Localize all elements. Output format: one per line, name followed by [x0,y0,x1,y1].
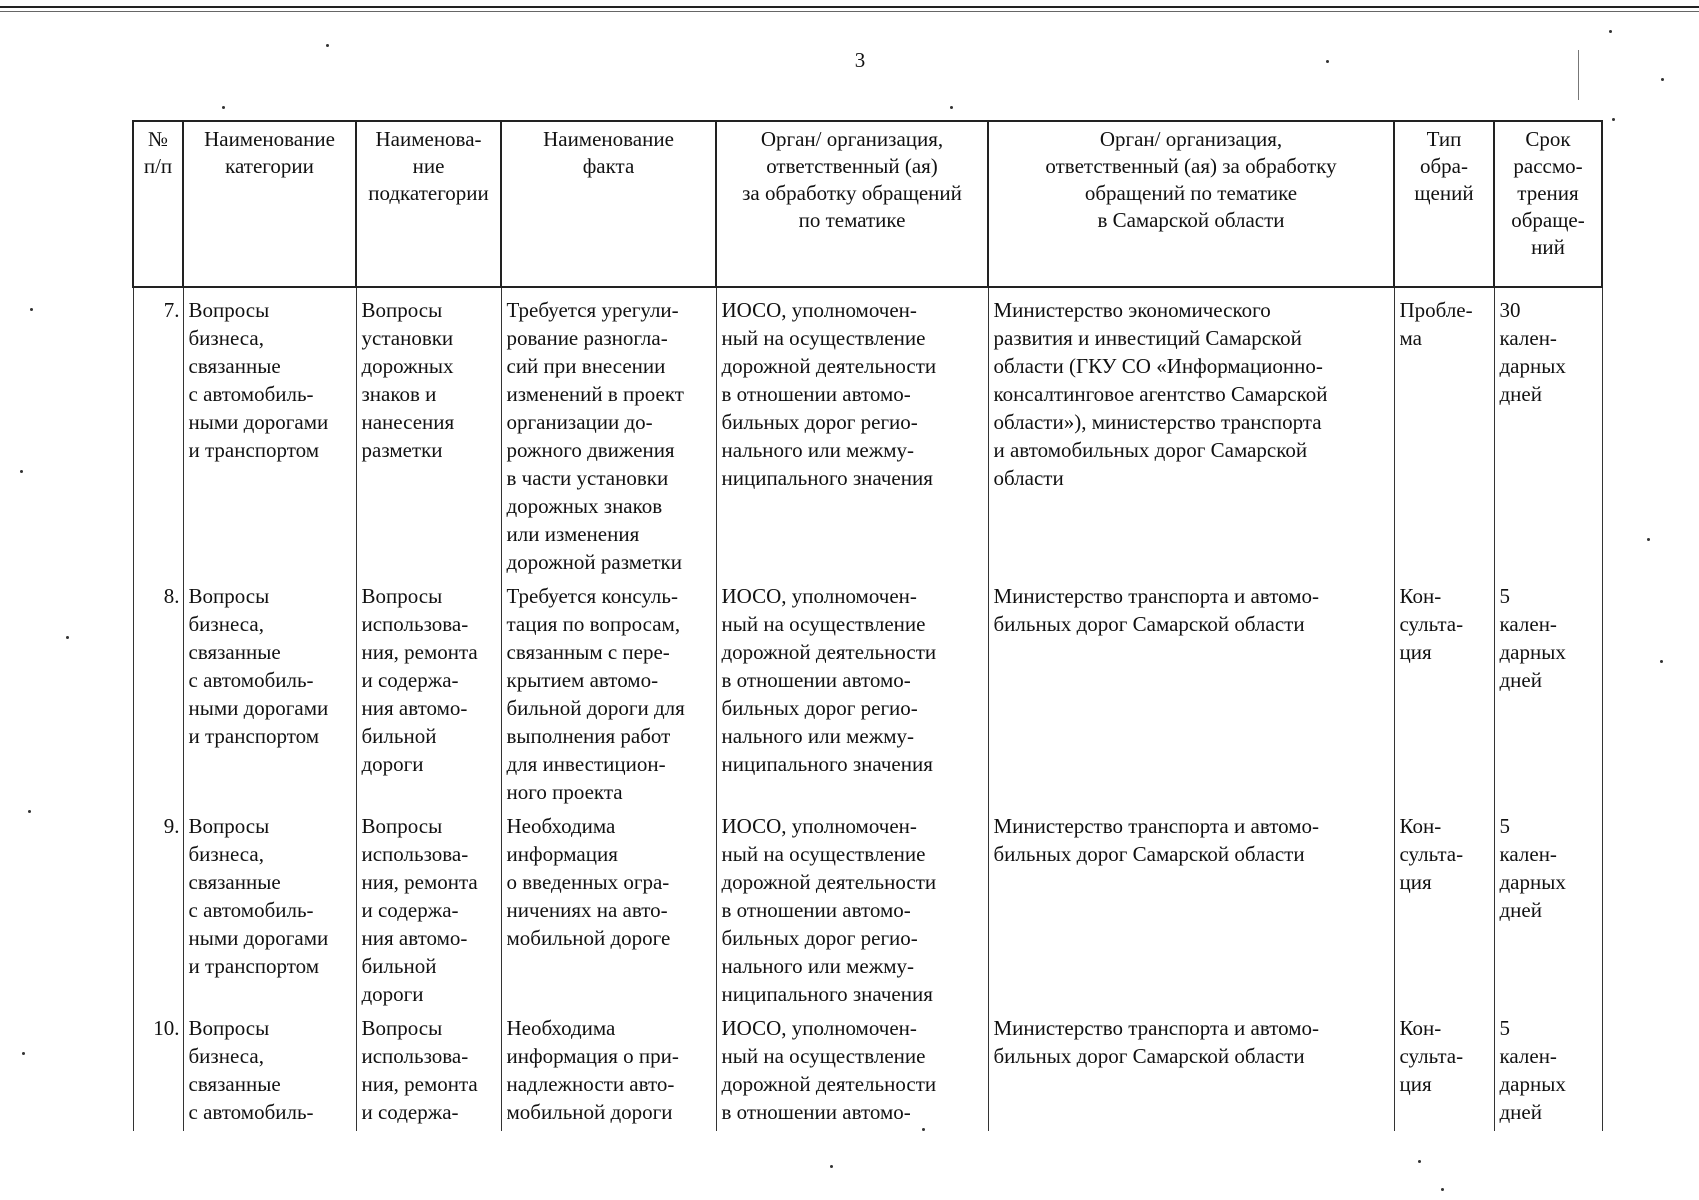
scan-speck [1661,78,1664,81]
header-responsible: Орган/ организация, ответственный (ая) за обработку обращений по тематике [716,121,988,287]
scan-speck [30,308,33,311]
row-responsible-samara: Министерство экономического развития и инвестиций Самарской области (ГКУ СО «Информационно- консалтинговое агентство Самарской области»), министерство транспорта и автомобильных дорог Самарской области [988,287,1394,579]
scan-speck [1660,660,1663,663]
row-type: Пробле- ма [1394,287,1494,579]
row-number: 7. [133,287,183,579]
table-header [133,121,1602,287]
header-fact: Наименование факта [501,121,716,287]
row-fact: Требуется урегули- рование разногла- сий при внесении изменений в проект организации до- рожного движения в части установки дорожных знаков или изменения дорожной разметки [501,287,716,579]
row-term: 30 кален- дарных дней [1494,287,1602,579]
scan-speck [950,106,953,109]
scan-speck [1326,60,1329,63]
page-number: 3 [854,48,866,72]
scan-speck [1418,1160,1421,1163]
table-row [133,1011,1602,1131]
row-term: 5 кален- дарных дней [1494,579,1602,809]
top-scan-border [0,6,1699,8]
row-category: Вопросы бизнеса, связанные с автомобиль- ными дорогами и транспортом [183,287,356,579]
table-row [133,809,1602,1011]
scan-speck [1609,30,1612,33]
registry-table [132,120,1603,1131]
header-category: Наименование категории [183,121,356,287]
table-row [133,287,1602,579]
row-responsible: ИОСО, уполномочен- ный на осуществление дорожной деятельности в отношении автомо- бильных дорог регио- нального или межму- ниципального значения [716,287,988,579]
row-category: Вопросы бизнеса, связанные с автомобиль- ными дорогами и транспортом [183,579,356,809]
row-term: 5 кален- дарных дней [1494,809,1602,1011]
scan-speck [20,470,23,473]
row-responsible: ИОСО, уполномочен- ный на осуществление дорожной деятельности в отношении автомо- [716,1011,988,1131]
header-type: Тип обра- щений [1394,121,1494,287]
scan-speck [830,1165,833,1168]
row-responsible-samara: Министерство транспорта и автомо- бильных дорог Самарской области [988,579,1394,809]
scan-speck [1441,1188,1444,1191]
row-responsible-samara: Министерство транспорта и автомо- бильных дорог Самарской области [988,1011,1394,1131]
row-type: Кон- сульта- ция [1394,1011,1494,1131]
row-number: 10. [133,1011,183,1131]
table-row [133,579,1602,809]
scan-speck [1612,118,1615,121]
top-scan-border-secondary [0,11,1699,12]
row-subcategory: Вопросы использова- ния, ремонта и содержа- ния автомо- бильной дороги [356,809,501,1011]
scan-speck [1647,538,1650,541]
row-subcategory: Вопросы установки дорожных знаков и нанесения разметки [356,287,501,579]
row-fact: Необходима информация о при- надлежности авто- мобильной дороги [501,1011,716,1131]
scan-edge-mark [1578,50,1579,100]
header-number: № п/п [133,121,183,287]
row-number: 8. [133,579,183,809]
row-term: 5 кален- дарных дней [1494,1011,1602,1131]
row-number: 9. [133,809,183,1011]
row-subcategory: Вопросы использова- ния, ремонта и содержа- ния автомо- бильной дороги [356,579,501,809]
header-term: Срок рассмо- трения обраще- ний [1494,121,1602,287]
row-fact: Необходима информация о введенных огра- ничениях на авто- мобильной дороге [501,809,716,1011]
row-type: Кон- сульта- ция [1394,809,1494,1011]
row-fact: Требуется консуль- тация по вопросам, связанным с пере- крытием автомо- бильной дороги для выполнения работ для инвестицион- ного проекта [501,579,716,809]
header-responsible-samara: Орган/ организация, ответственный (ая) за обработку обращений по тематике в Самарской области [988,121,1394,287]
row-responsible-samara: Министерство транспорта и автомо- бильных дорог Самарской области [988,809,1394,1011]
scan-speck [222,106,225,109]
scan-speck [326,44,329,47]
row-category: Вопросы бизнеса, связанные с автомобиль- ными дорогами и транспортом [183,809,356,1011]
row-responsible: ИОСО, уполномочен- ный на осуществление дорожной деятельности в отношении автомо- бильных дорог регио- нального или межму- ниципального значения [716,809,988,1011]
scan-speck [28,810,31,813]
scan-speck [22,1052,25,1055]
header-subcategory: Наименова- ние подкатегории [356,121,501,287]
row-subcategory: Вопросы использова- ния, ремонта и содержа- [356,1011,501,1131]
row-responsible: ИОСО, уполномочен- ный на осуществление дорожной деятельности в отношении автомо- бильных дорог регио- нального или межму- ниципального значения [716,579,988,809]
table-body [133,287,1602,1131]
scan-speck [66,636,69,639]
row-category: Вопросы бизнеса, связанные с автомобиль- [183,1011,356,1131]
row-type: Кон- сульта- ция [1394,579,1494,809]
